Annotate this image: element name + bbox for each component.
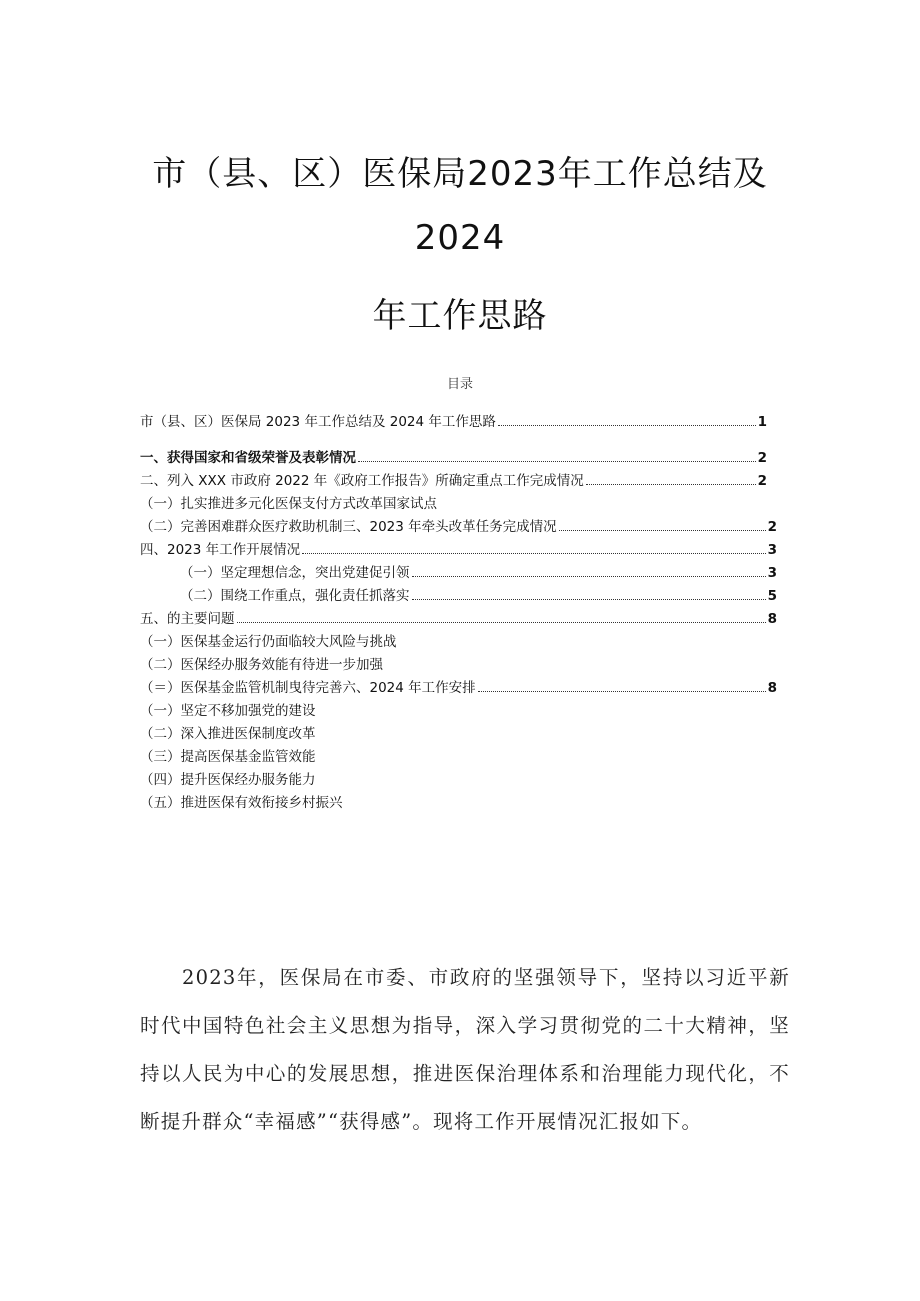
toc-entry[interactable] xyxy=(140,676,777,696)
toc-entry-label: （＝）医保基金监管机制曳待完善六、2024 年工作安排 xyxy=(140,680,476,696)
toc-entry-label: 二、列入 XXX 市政府 2022 年《政府工作报告》所确定重点工作完成情况 xyxy=(140,473,584,489)
toc-entry[interactable] xyxy=(140,410,767,430)
toc-entry-label: （一）坚定不移加强党的建设 xyxy=(140,703,316,719)
toc-entry[interactable] xyxy=(140,469,767,489)
toc-entry[interactable] xyxy=(140,630,397,650)
document-title-line-2: 2024 xyxy=(414,218,506,258)
toc-entry-page: 8 xyxy=(767,680,777,696)
toc-entry-label: （四）提升医保经办服务能力 xyxy=(140,772,316,788)
toc-entry[interactable] xyxy=(180,584,777,604)
toc-entry-label: 一、获得国家和省级荣誉及表彰情况 xyxy=(140,450,356,466)
intro-paragraph: 2023年，医保局在市委、市政府的坚强领导下，坚持以习近平新时代中国特色社会主义思想为指导，深入学习贯彻党的二十大精神，坚持以人民为中心的发展思想，推进医保治理体系和治理能力现代化，不断提升群众“幸福感”“获得感”。现将工作开展情况汇报如下。 xyxy=(140,966,790,1133)
intro-paragraph-block xyxy=(140,954,790,1146)
toc-leader-dots xyxy=(586,484,756,485)
toc-entry-page: 2 xyxy=(767,519,777,535)
toc-entry-label: （二）围绕工作重点，强化责任抓落实 xyxy=(180,588,410,604)
toc-entry[interactable] xyxy=(180,561,777,581)
toc-entry[interactable] xyxy=(140,791,343,811)
toc-entry[interactable] xyxy=(140,492,437,512)
toc-entry-label: （二）完善困难群众医疗救助机制三、2023 年牵头改革任务完成情况 xyxy=(140,519,557,535)
toc-entry-label: （五）推进医保有效衔接乡村振兴 xyxy=(140,795,343,811)
toc-entry-label: （一）坚定理想信念，突出党建促引领 xyxy=(180,565,410,581)
toc-leader-dots xyxy=(412,599,766,600)
toc-entry-page: 2 xyxy=(757,473,767,489)
toc-entry-label: （三）提高医保基金监管效能 xyxy=(140,749,316,765)
toc-leader-dots xyxy=(302,553,765,554)
toc-entry[interactable] xyxy=(140,538,777,558)
toc-entry-label: 四、2023 年工作开展情况 xyxy=(140,542,301,558)
toc-entry-label: （二）医保经办服务效能有待进一步加强 xyxy=(140,657,383,673)
toc-entry-page: 1 xyxy=(757,414,767,430)
toc-entry[interactable] xyxy=(140,745,316,765)
toc-entry-label: （一）扎实推进多元化医保支付方式改革国家试点 xyxy=(140,496,437,512)
toc-leader-dots xyxy=(498,425,756,426)
toc-entry-label: （一）医保基金运行仍面临较大风险与挑战 xyxy=(140,634,397,650)
toc-entry[interactable] xyxy=(140,446,767,466)
toc-entry[interactable] xyxy=(140,653,383,673)
document-title-line-1: 市（县、区）医保局2023年工作总结及 xyxy=(152,154,768,194)
toc-entry-label: 五、的主要问题 xyxy=(140,611,235,627)
toc-entry-page: 3 xyxy=(767,565,777,581)
toc-heading: 目录 xyxy=(446,377,473,392)
toc-entry-page: 2 xyxy=(757,450,767,466)
toc-entry[interactable] xyxy=(140,768,316,788)
toc-entry-page: 5 xyxy=(767,588,777,604)
toc-entry-page: 8 xyxy=(767,611,777,627)
toc-leader-dots xyxy=(358,461,756,462)
toc-leader-dots xyxy=(559,530,766,531)
toc-entry[interactable] xyxy=(140,607,777,627)
toc-entry[interactable] xyxy=(140,515,777,535)
toc-entry-label: 市（县、区）医保局 2023 年工作总结及 2024 年工作思路 xyxy=(140,414,496,430)
toc-entry[interactable] xyxy=(140,722,316,742)
toc-leader-dots xyxy=(412,576,766,577)
toc-leader-dots xyxy=(237,622,766,623)
toc-leader-dots xyxy=(478,691,766,692)
toc-entry[interactable] xyxy=(140,699,316,719)
toc-entry-label: （二）深入推进医保制度改革 xyxy=(140,726,316,742)
document-title-line-3: 年工作思路 xyxy=(372,296,548,336)
toc-entry-page: 3 xyxy=(767,542,777,558)
